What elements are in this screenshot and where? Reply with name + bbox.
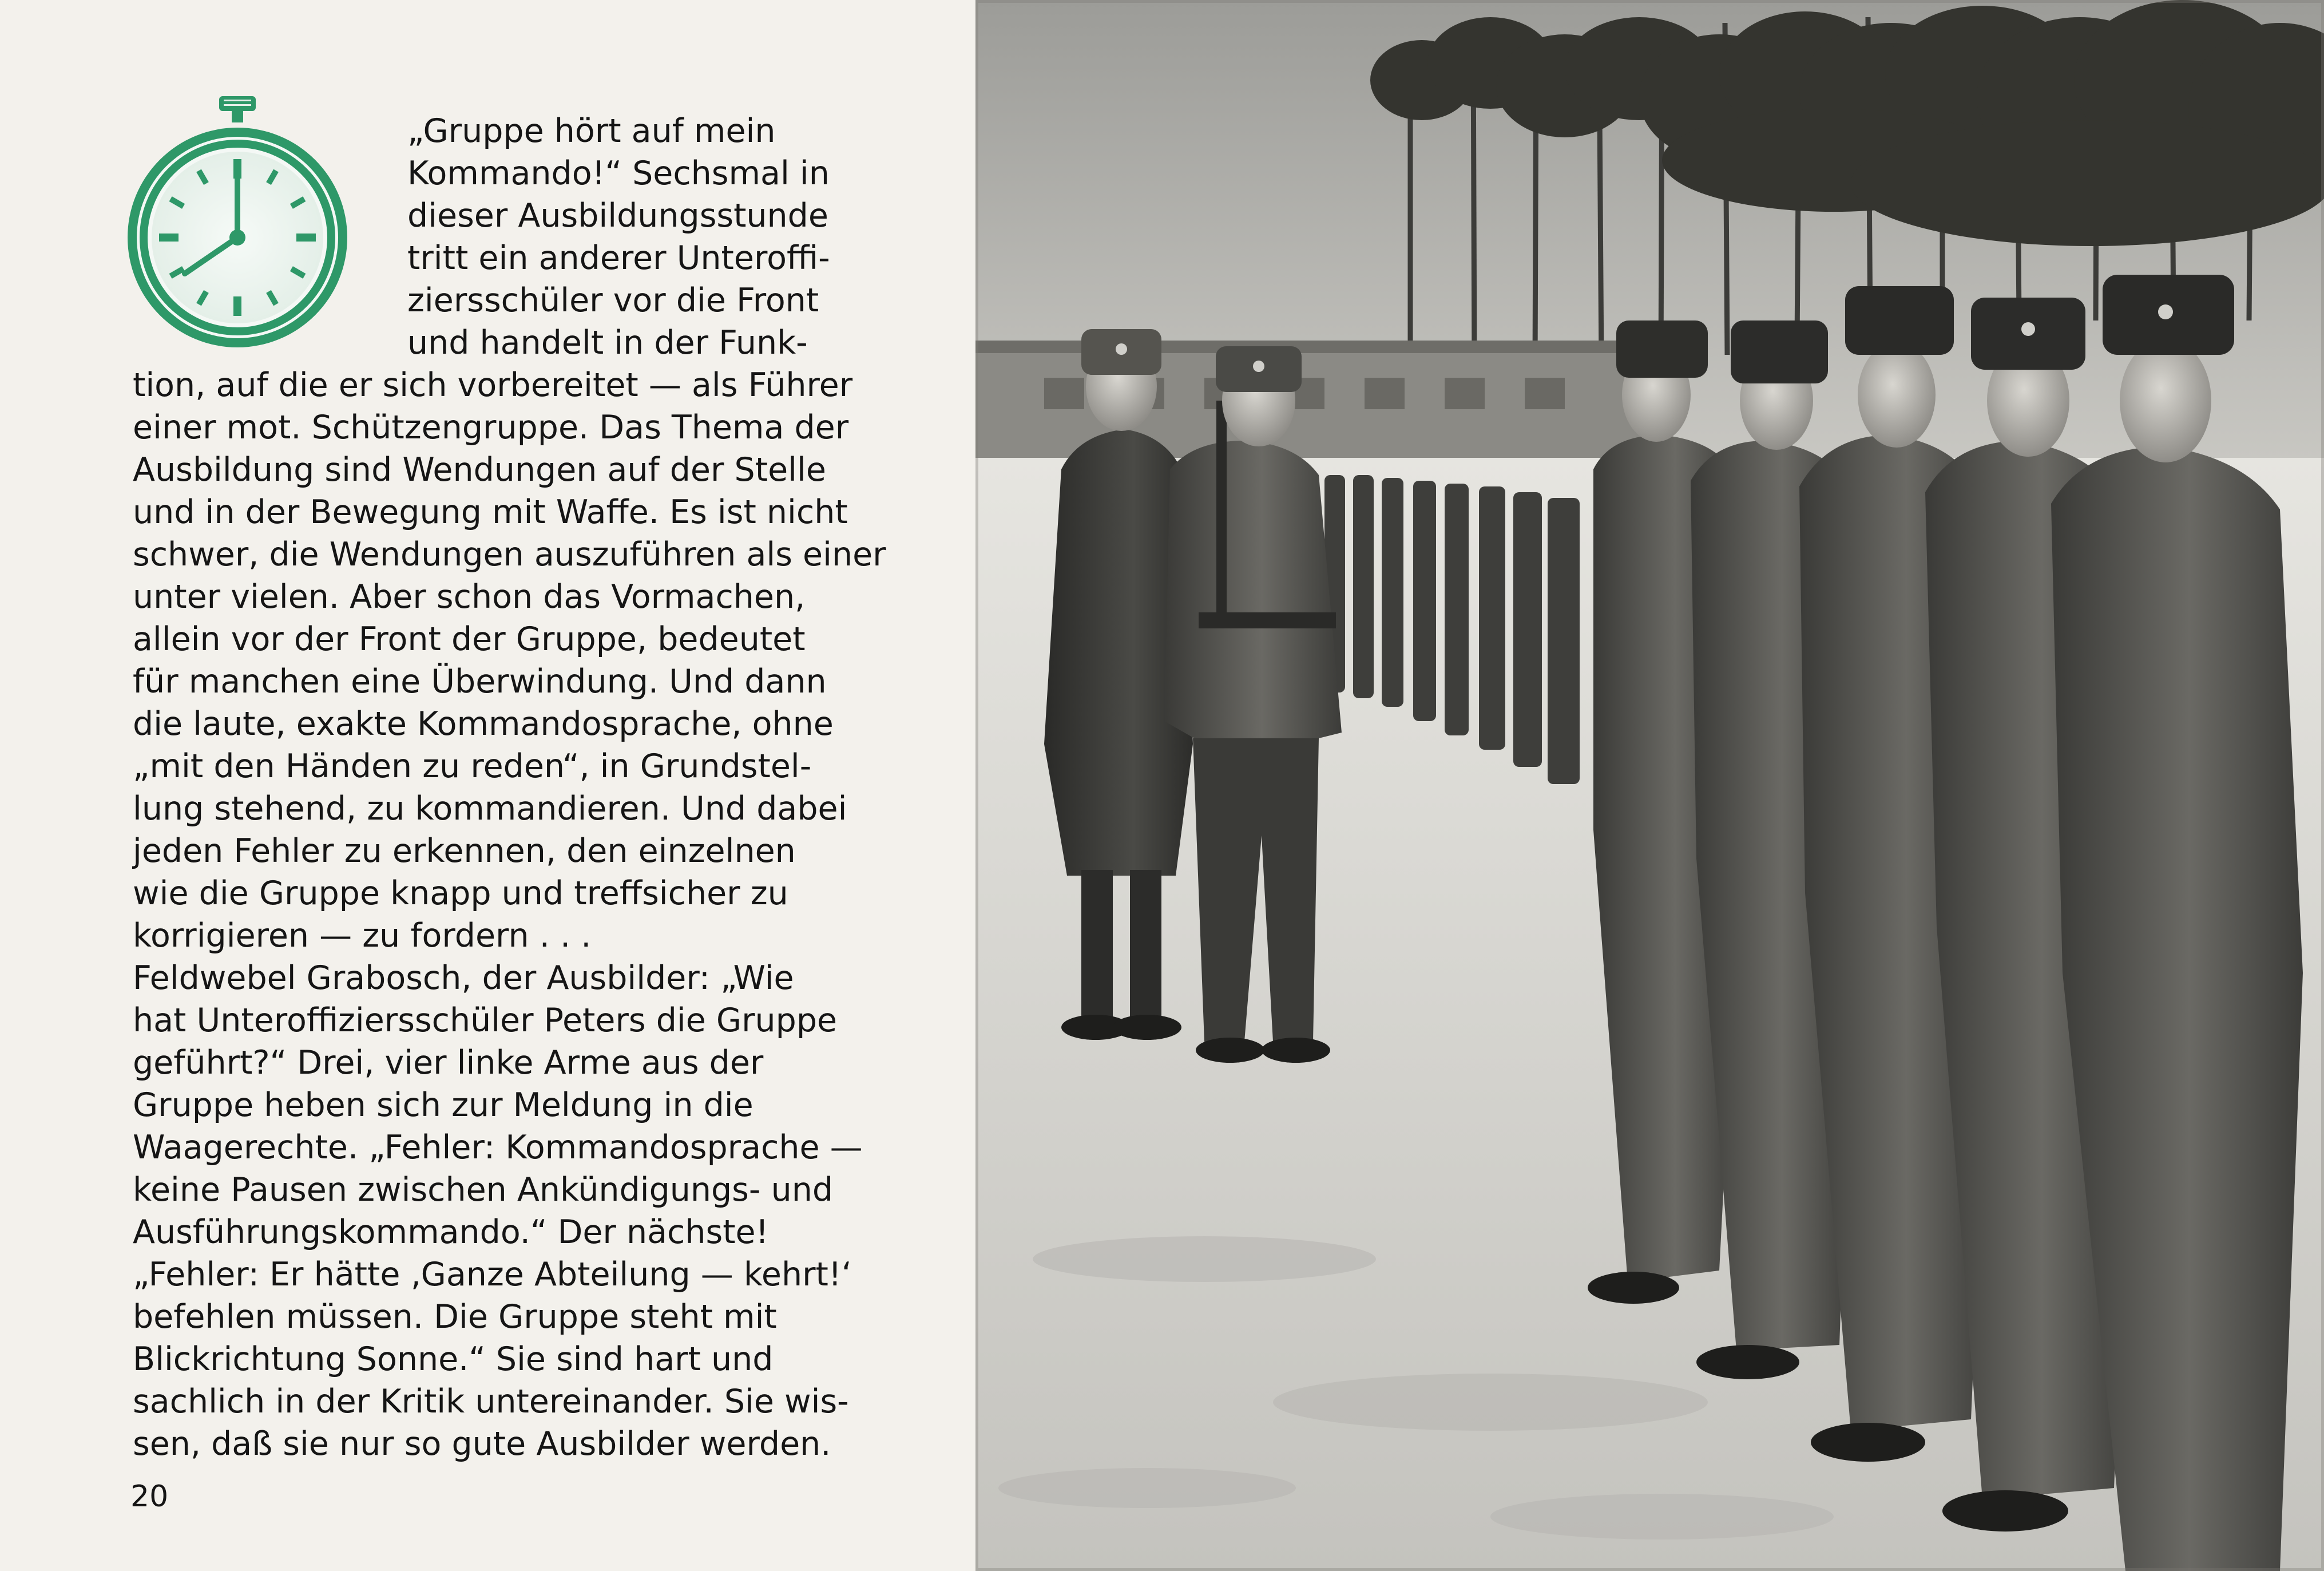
text-line: keine Pausen zwischen Ankündigungs- und [133,1171,833,1209]
intro-paragraph [407,110,830,364]
text-line: „mit den Händen zu reden“, in Grundstel- [133,747,812,785]
text-line: wie die Gruppe knapp und treffsicher zu [133,874,788,912]
text-line: befehlen müssen. Die Gruppe steht mit [133,1298,777,1336]
text-line: dieser Ausbildungsstunde [407,197,828,235]
text-line: und handelt in der Funk- [407,324,808,362]
text-line: Ausbildung sind Wendungen auf der Stelle [133,451,826,489]
text-page [0,0,975,1571]
text-line: Gruppe heben sich zur Meldung in die [133,1086,753,1124]
text-line: und in der Bewegung mit Waffe. Es ist nicht [133,493,848,531]
text-line: Feldwebel Grabosch, der Ausbilder: „Wie [133,959,794,997]
text-line: „Fehler: Er hätte ‚Ganze Abteilung — kehrt!‘ [133,1256,852,1293]
text-line: korrigieren — zu fordern . . . [133,917,592,955]
soldiers-formation-photo [975,0,2324,1571]
text-line: geführt?“ Drei, vier linke Arme aus der [133,1044,764,1082]
text-line: Waagerechte. „Fehler: Kommandosprache — [133,1129,863,1166]
text-line: jeden Fehler zu erkennen, den einzelnen [133,832,796,870]
main-paragraph [133,364,886,1465]
text-line: unter vielen. Aber schon das Vormachen, [133,578,806,616]
text-line: Blickrichtung Sonne.“ Sie sind hart und [133,1340,774,1378]
text-line: ziersschüler vor die Front [407,282,819,319]
text-line: sen, daß sie nur so gute Ausbilder werden. [133,1425,831,1463]
text-line: für manchen eine Überwindung. Und dann [133,663,827,701]
text-line: allein vor der Front der Gruppe, bedeutet [133,620,806,658]
text-line: schwer, die Wendungen auszuführen als einer [133,536,886,573]
text-line: einer mot. Schützengruppe. Das Thema der [133,409,849,446]
text-line: Ausführungskommando.“ Der nächste! [133,1213,769,1251]
text-line: lung stehend, zu kommandieren. Und dabei [133,790,847,828]
text-line: die laute, exakte Kommandosprache, ohne [133,705,834,743]
text-line: tritt ein anderer Unteroffi- [407,239,830,277]
text-line: sachlich in der Kritik untereinander. Sie wis- [133,1383,849,1420]
stopwatch-icon [117,92,358,355]
text-line: Kommando!“ Sechsmal in [407,155,830,192]
text-line: hat Unteroffiziersschüler Peters die Gruppe [133,1002,838,1039]
text-line: „Gruppe hört auf mein [407,112,776,150]
text-line: tion, auf die er sich vorbereitet — als Führer [133,366,853,404]
page-number: 20 [130,1479,169,1514]
